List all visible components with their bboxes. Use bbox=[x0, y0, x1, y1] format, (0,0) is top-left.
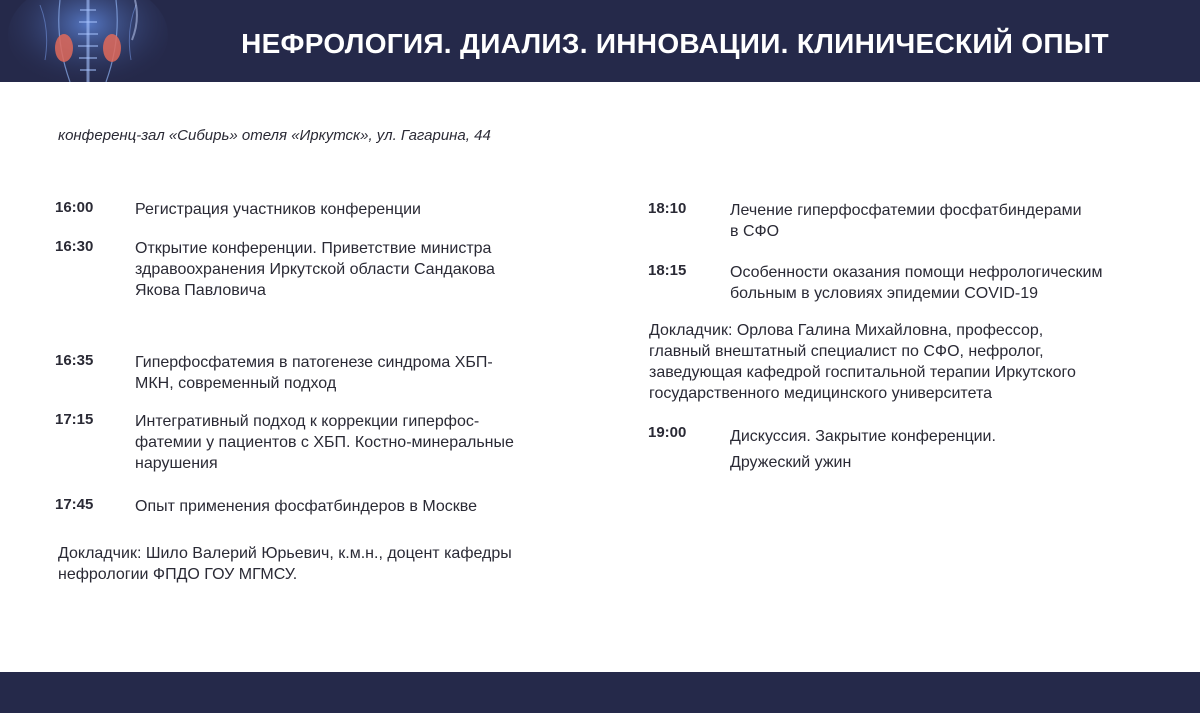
speaker-info-right: Докладчик: Орлова Галина Михайловна, профессор, главный внештатный специалист по СФО, нефролог, заведующая кафедрой госпитальной терапии Иркутского государственного медицинского университета bbox=[649, 322, 1076, 402]
schedule-time: 17:45 bbox=[55, 496, 94, 513]
schedule-text: Открытие конференции. Приветствие министра здравоохранения Иркутской области Сандакова Якова Павловича bbox=[135, 240, 495, 299]
schedule-time: 19:00 bbox=[648, 424, 687, 441]
schedule-text: Гиперфосфатемия в патогенезе синдрома ХБП- МКН, современный подход bbox=[135, 354, 493, 392]
schedule-text: Лечение гиперфосфатемии фосфатбиндерами в СФО bbox=[730, 202, 1082, 240]
kidney-illustration-icon bbox=[0, 0, 175, 82]
footer-bar bbox=[0, 672, 1200, 713]
speaker-info-left: Докладчик: Шило Валерий Юрьевич, к.м.н., доцент кафедры нефрологии ФПДО ГОУ МГМСУ. bbox=[58, 545, 512, 583]
schedule-text: Дискуссия. Закрытие конференции. Дружеский ужин bbox=[730, 428, 996, 471]
schedule-time: 16:30 bbox=[55, 238, 94, 255]
schedule-text: Регистрация участников конференции bbox=[135, 201, 421, 218]
schedule-text: Опыт применения фосфатбиндеров в Москве bbox=[135, 498, 477, 515]
schedule-time: 18:15 bbox=[648, 262, 687, 279]
schedule-time: 16:35 bbox=[55, 352, 94, 369]
schedule-text: Интегративный подход к коррекции гиперфос- фатемии у пациентов с ХБП. Костно-минеральные нарушения bbox=[135, 413, 514, 472]
schedule-text: Особенности оказания помощи нефрологическим больным в условиях эпидемии COVID-19 bbox=[730, 264, 1103, 302]
venue-address: конференц-зал «Сибирь» отеля «Иркутск», ул. Гагарина, 44 bbox=[58, 127, 491, 144]
schedule-time: 18:10 bbox=[648, 200, 687, 217]
schedule-time: 16:00 bbox=[55, 199, 94, 216]
header-banner bbox=[0, 0, 1200, 82]
schedule-time: 17:15 bbox=[55, 411, 94, 428]
page-title: НЕФРОЛОГИЯ. ДИАЛИЗ. ИННОВАЦИИ. КЛИНИЧЕСКИЙ ОПЫТ bbox=[241, 28, 1109, 59]
